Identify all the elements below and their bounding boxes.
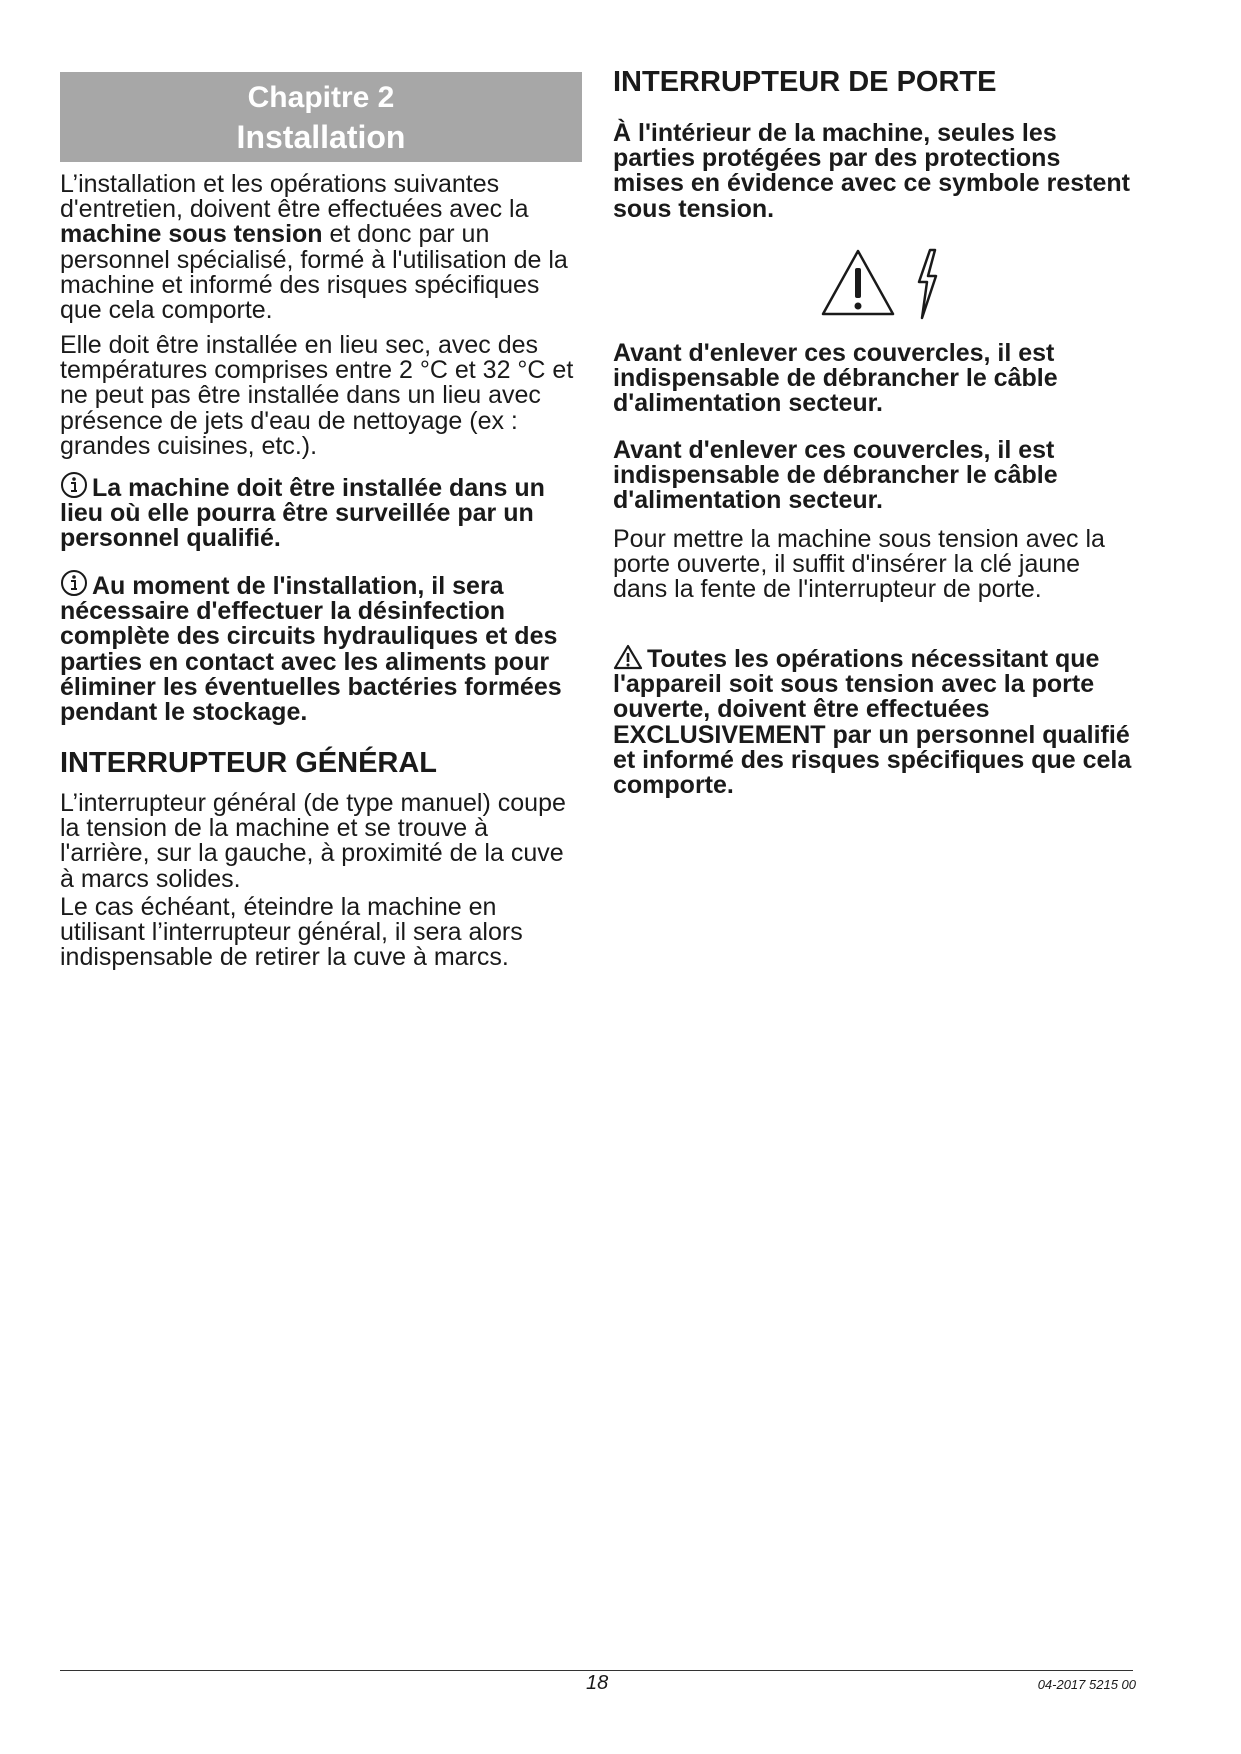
door-key-paragraph: Pour mettre la machine sous tension avec la porte ouverte, il suffit d'insérer la clé jaune dans la fente de l'interrupteur de porte.: [613, 525, 1105, 604]
chapter-number: Chapitre 2: [247, 81, 395, 114]
info-note-disinfection-text: Au moment de l'installation, il sera nécessaire d'effectuer la désinfection complète des circuits hydrauliques et des parties en contact avec les aliments pour éliminer les éventuelles bactéries formées pendant le stockage.: [60, 572, 562, 727]
main-switch-off-paragraph: Le cas échéant, éteindre la machine en utilisant l’interrupteur général, il sera alors indispensable de retirer la cuve à marcs.: [60, 893, 523, 972]
intro-text-bold: machine sous tension: [60, 220, 323, 249]
page-number: 18: [586, 1672, 609, 1694]
warning-triangle-icon: [613, 644, 643, 670]
info-circle-icon: [60, 471, 88, 499]
warning-triangle-icon: [820, 248, 896, 318]
intro-paragraph: [60, 172, 582, 323]
location-paragraph: Elle doit être installée en lieu sec, avec des températures comprises entre 2 °C et 32 °C et ne peut pas être installée dans un lieu avec présence de jets d'eau de nettoyage (ex : grandes cuisines, etc.).: [60, 331, 574, 460]
info-note-supervision: [60, 471, 582, 552]
lightning-bolt-icon: [914, 248, 940, 320]
info-note-supervision-text: La machine doit être installée dans un lieu où elle pourra être surveillée par un personnel qualifié.: [60, 474, 545, 553]
unplug-note-2: Avant d'enlever ces couvercles, il est indispensable de débrancher le câble d'alimentation secteur.: [613, 436, 1058, 515]
section-heading-door-switch: INTERRUPTEUR DE PORTE: [613, 66, 997, 98]
document-code: 04-2017 5215 00: [1037, 1677, 1136, 1692]
info-circle-icon: [60, 569, 88, 597]
chapter-title: Installation: [236, 119, 406, 155]
live-parts-note: À l'intérieur de la machine, seules les parties protégées par des protections mises en évidence avec ce symbole restent sous tension.: [613, 119, 1130, 223]
hazard-symbols: [820, 248, 940, 320]
warning-note-qualified: [613, 644, 1133, 798]
intro-text-start: L’installation et les opérations suivantes d'entretien, doivent être effectuées avec la: [60, 170, 529, 224]
section-heading-main-switch: INTERRUPTEUR GÉNÉRAL: [60, 747, 438, 779]
unplug-note-1: Avant d'enlever ces couvercles, il est indispensable de débrancher le câble d'alimentation secteur.: [613, 339, 1058, 418]
warning-note-qualified-text: Toutes les opérations nécessitant que l'appareil soit sous tension avec la porte ouverte, doivent être effectuées EXCLUSIVEMENT par un personnel qualifié et informé des risques spécifiques que cela comporte.: [613, 645, 1132, 800]
intro-text-end: et donc par un personnel spécialisé, formé à l'utilisation de la machine et informé des risques spécifiques que cela comporte.: [60, 220, 568, 325]
chapter-header: [60, 72, 582, 162]
main-switch-paragraph: L’interrupteur général (de type manuel) coupe la tension de la machine et se trouve à l'arrière, sur la gauche, à proximité de la cuve à marcs solides.: [60, 789, 566, 893]
footer-rule: [60, 1670, 1133, 1671]
info-note-disinfection: [60, 569, 582, 725]
